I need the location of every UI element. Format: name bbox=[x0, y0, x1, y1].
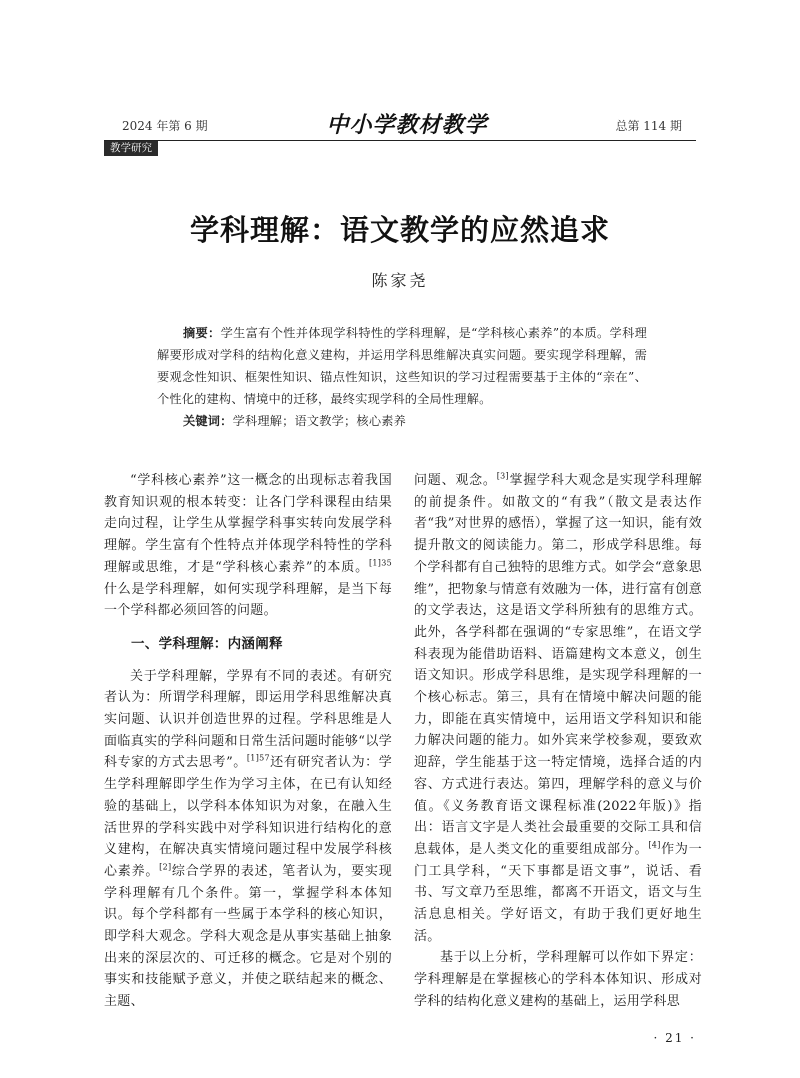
paragraph-text: 综合学界的表述，笔者认为，要实现学科理解有几个条件。第一，掌握学科本体知识。每个学科都有一些属于本学科的核心知识，即学科大观念。学科大观念是从事实基础上抽象出来的深层次的、可迁移的概念。它是对个别的事实和技能赋予意义，并使之联结起来的概念、主题、 bbox=[104, 863, 392, 1010]
running-header bbox=[104, 108, 696, 138]
article-title: 学科理解：语文教学的应然追求 bbox=[189, 213, 610, 247]
citation: [4] bbox=[648, 840, 661, 850]
paragraph-text: 掌握学科大观念是实现学科理解的前提条件。如散文的“有我”（散文是表达作者“我”对世界的感悟），掌握了这一知识，能有效提升散文的阅读能力。第二，形成学科思维。每个学科都有自己独特的思维方式。如学会“意象思维”，把物象与情意有效融为一体，进行富有创意的文学表达，这是语文学科所独有的思维方式。此外，各学科都在强调的“专家思维”，在语文学科表现为能借助语料、语篇建构文本意义，创生语文知识。形成学科思维，是实现学科理解的一个核心标志。第三，具有在情境中解决问题的能力，即能在真实情境中，运用语文学科知识和能力解决问题的能力。如外宾来学校参观，要致欢迎辞，学生能基于这一特定情境，选择合适的内容、方式进行表达。第四，理解学科的意义与价值。《义务教育语文课程标准(2022年版)》指出：语言文字是人类社会最重要的交际工具和信息载体，是人类文化的重要组成部分。 bbox=[414, 473, 702, 857]
keywords-text: 学科理解；语文教学；核心素养 bbox=[232, 414, 406, 428]
abstract-text: 学生富有个性并体现学科特性的学科理解，是“学科核心素养”的本质。学科理解要形成对学科的结构化意义建构，并运用学科思维解决真实问题。要实现学科理解，需要观念性知识、框架性知识、锚点性知识，这些知识的学习过程需要基于主体的“亲在”、个性化的建构、情境中的迁移，最终实现学科的全局性理解。 bbox=[157, 326, 647, 406]
paragraph-text: 什么是学科理解，如何实现学科理解，是当下每一个学科都必须回答的问题。 bbox=[104, 581, 392, 619]
paragraph-text: 还有研究者认为：学生学科理解即学生作为学习主体，在已有认知经验的基础上，以学科本体知识为对象，在融入生活世界的学科实践中对学科知识进行结构化的意义建构，在解决真实情境问题过程中发展学科核心素养。 bbox=[104, 755, 393, 879]
issue-number: 2024 年第 6 期 bbox=[122, 119, 208, 133]
citation: [3] bbox=[496, 471, 509, 481]
journal-logo: 中小学教材教学 bbox=[326, 112, 488, 138]
paragraph bbox=[104, 470, 392, 622]
abstract-label: 摘要： bbox=[183, 326, 221, 340]
citation: [2] bbox=[159, 862, 172, 872]
keywords bbox=[157, 410, 647, 432]
paragraph-text: 作为一门工具学科，“天下事都是语文事”，说话、看书、写文章乃至思维，都离不开语文，语文与生活息息相关。学好语文，有助于我们更好地生活。 bbox=[414, 841, 702, 944]
page-number: · 21 · bbox=[653, 1031, 696, 1045]
paragraph bbox=[104, 666, 392, 1013]
citation: [1]35 bbox=[368, 558, 392, 568]
citation: [1]57 bbox=[246, 754, 270, 764]
paragraph-text: 问题、观念。 bbox=[414, 473, 497, 488]
total-issue-number: 总第 114 期 bbox=[615, 119, 682, 133]
section-tag: 教学研究 bbox=[104, 141, 158, 156]
body-column-right bbox=[414, 470, 702, 1013]
abstract bbox=[157, 322, 647, 410]
paragraph bbox=[414, 470, 702, 947]
paragraph-text: “学科核心素养”这一概念的出现标志着我国教育知识观的根本转变：让各门学科课程由结果走向过程，让学生从掌握学科事实转向发展学科理解。学生富有个性特点并体现学科特性的学科理解或思维，才是“学科核心素养”的本质。 bbox=[104, 473, 392, 575]
body-column-left bbox=[104, 470, 392, 1013]
paragraph-text: 关于学科理解，学界有不同的表述。有研究者认为：所谓学科理解，即运用学科思维解决真实问题、认识并创造世界的过程。学科思维是人面临真实的学科问题和日常生活问题时能够“以学科专家的方式去思考”。 bbox=[104, 668, 392, 771]
abstract-block bbox=[157, 322, 647, 432]
article-author: 陈家尧 bbox=[371, 271, 429, 290]
header-rule bbox=[104, 140, 696, 141]
section-heading: 一、学科理解：内涵阐释 bbox=[131, 635, 283, 652]
keywords-label: 关键词： bbox=[183, 414, 233, 428]
paragraph: 基于以上分析，学科理解可以作如下界定：学科理解是在掌握核心的学科本体知识、形成对学科的结构化意义建构的基础上，运用学科思 bbox=[414, 950, 702, 1009]
